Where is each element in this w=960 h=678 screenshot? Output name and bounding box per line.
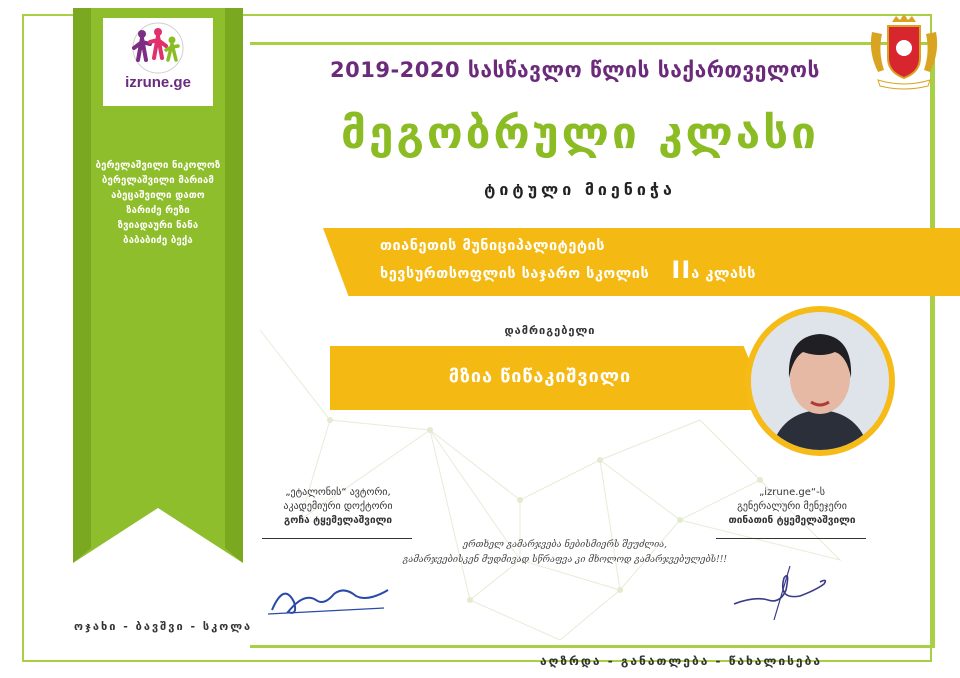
student-list <box>78 158 238 248</box>
student-name: ბერელაშვილი ნიკოლოზ <box>95 160 221 171</box>
motivational-quote <box>400 538 730 568</box>
signature-line-left <box>262 538 412 539</box>
school-line-1: თიანეთის მუნიციპალიტეტის <box>380 238 605 254</box>
student-name: ზვიადაური ნანა <box>117 220 199 231</box>
school-text <box>380 234 940 286</box>
year-title: 2019-2020 სასწავლო წლის საქართველოს <box>330 58 820 82</box>
student-name: ბაბაბიძე ბექა <box>123 235 193 246</box>
family-icon <box>108 22 208 74</box>
teacher-label: დამრიგებელი <box>504 324 596 337</box>
class-suffix: ა კლასს <box>691 266 756 282</box>
main-title: მეგობრული კლასი <box>341 108 819 159</box>
georgia-coat-of-arms-icon <box>864 12 944 92</box>
signer-title-2: გენერალური მენეჯერი <box>737 501 847 512</box>
class-number: II <box>671 256 692 284</box>
teacher-name: მზია წიწაკიშვილი <box>448 366 632 387</box>
motto-bottom: აღზრდა - განათლება - წახალისება <box>540 654 822 668</box>
school-line-2 <box>380 258 940 286</box>
motto-left: ოჯახი - ბავშვი - სკოლა <box>74 620 253 633</box>
quote-line-1: ერთხელ გამარჯვება ნებისმიერს შეუძლია, <box>462 540 668 550</box>
signer-title-1: „ეტალონის“ ავტორი, <box>285 487 391 498</box>
student-name: ბერელაშვილი მარიამ <box>101 175 215 186</box>
signer-title-1: „izrune.ge“-ს <box>759 487 825 498</box>
logo-text: izrune.ge <box>125 74 191 91</box>
signature-right <box>712 486 872 528</box>
school-name: ხევსურთსოფლის საჯარო სკოლის <box>380 266 650 282</box>
teacher-photo <box>751 312 889 450</box>
student-name: აბეცაშვილი დათო <box>111 190 205 201</box>
signature-line-right <box>716 538 866 539</box>
signer-name: თინათინ ტყემელაშვილი <box>728 515 856 526</box>
signature-left <box>258 486 418 528</box>
signer-name: გოჩა ტყემელაშვილი <box>284 515 392 526</box>
student-name: ზარიძე რეზი <box>126 205 190 216</box>
signature-scribble-left <box>264 572 394 622</box>
quote-line-2: გამარჯვებისკენ მუდმივად სწრაფვა კი მხოლოდ გამარჯვებულებს!!! <box>402 555 728 565</box>
portrait-icon <box>751 312 889 450</box>
subtitle: ტიტული მიენიჭა <box>484 180 676 199</box>
signature-scribble-right <box>724 560 844 630</box>
izrune-logo <box>108 22 208 98</box>
signer-title-2: აკადემიური დოქტორი <box>283 501 393 512</box>
